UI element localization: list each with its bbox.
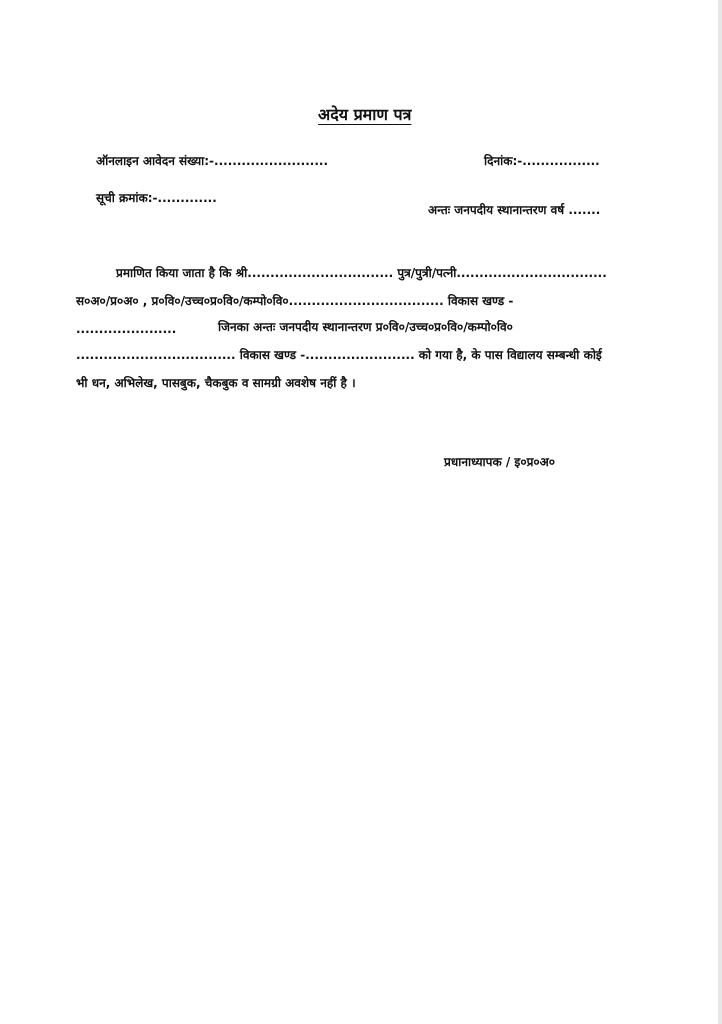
body-line-3-text: जिनका अन्तः जनपदीय स्थानान्तरण प्र०वि०/उच्च०प्र०वि०/कम्पो०वि० [218,320,513,334]
certificate-title: अदेय प्रमाण पत्र [318,105,412,124]
application-number-field: ऑनलाइन आवेदन संख्या:-......................... [96,154,329,168]
signature-label: प्रधानाध्यापक / इ०प्र०अ० [444,455,556,469]
date-field: दिनांक:-................. [484,154,600,168]
transfer-year-field: अन्तः जनपदीय स्थानान्तरण वर्ष ....... [428,203,601,217]
body-line-4: ................................... विकास खण्ड -........................ को गया है, के पास विद्यालय सम्बन्धी कोई [76,348,602,362]
body-line-2: स०अ०/प्र०अ० , प्र०वि०/उच्च०प्र०वि०/कम्पो०वि०.................................. विकास खण्ड - [76,294,514,308]
body-line-3-blank: ...................... [76,322,177,336]
page-edge [718,0,722,1024]
body-line-5: भी धन, अभिलेख, पासबुक, चैकबुक व सामग्री अवशेष नहीं है । [76,376,356,390]
body-line-1: प्रमाणित किया जाता है कि श्री................................ पुत्र/पुत्री/पत्नी................................. [116,266,607,280]
list-number-field: सूची क्रमांक:-............. [96,191,217,205]
